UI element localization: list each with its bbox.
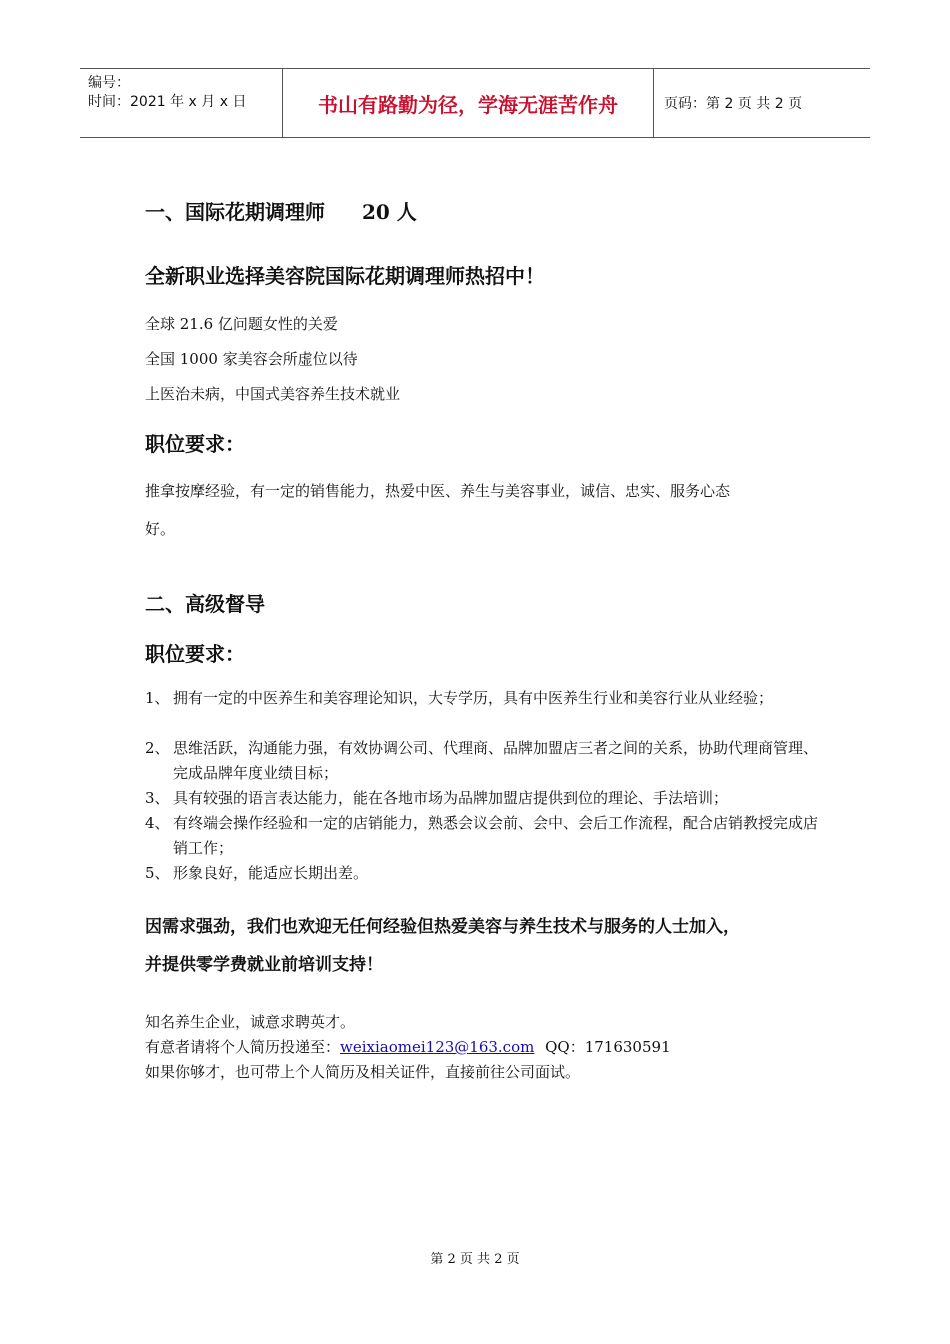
- section1-title: [145, 196, 417, 225]
- notice-line-1: 因需求强劲，我们也欢迎无任何经验但热爱美容与养生技术与服务的人士加入，: [145, 917, 740, 937]
- contact-line-2: [145, 1036, 671, 1057]
- section1-line-1: 全球 21.6 亿问题女性的关爱: [145, 315, 338, 333]
- list-item-number: 1、: [145, 689, 170, 707]
- header-motto: 书山有路勤为径，学海无涯苦作舟: [283, 69, 654, 137]
- qq-number: QQ：171630591: [545, 1038, 671, 1056]
- list-item-text: 形象良好，能适应长期出差。: [173, 864, 369, 882]
- section1-line-2: 全国 1000 家美容会所虚位以待: [145, 350, 358, 368]
- list-item: [145, 686, 825, 711]
- contact-line-1: 知名养生企业，诚意求聘英才。: [145, 1013, 356, 1031]
- list-item-text: 具有较强的语言表达能力，能在各地市场为品牌加盟店提供到位的理论、手法培训；: [173, 789, 729, 807]
- list-item-number: 4、: [145, 814, 170, 832]
- document-header: [80, 68, 870, 138]
- section2-req-heading: 职位要求：: [145, 642, 245, 666]
- section1-tagline: 全新职业选择美容院国际花期调理师热招中！: [145, 264, 545, 288]
- notice-line-2: 并提供零学费就业前培训支持！: [145, 955, 383, 975]
- section1-count: 20 人: [361, 200, 417, 224]
- section1-req-heading: 职位要求：: [145, 432, 245, 456]
- time-label: 时间：2021 年 x 月 x 日: [88, 94, 247, 110]
- list-item: [145, 786, 825, 811]
- list-item-number: 5、: [145, 864, 170, 882]
- list-item-text: 思维活跃，沟通能力强，有效协调公司、代理商、品牌加盟店三者之间的关系，协助代理商管理、完成品牌年度业绩目标；: [173, 739, 819, 782]
- header-page-label: 页码：第 2 页 共 2 页: [664, 96, 803, 112]
- section1-req-line-1: 推拿按摩经验，有一定的销售能力，热爱中医、养生与美容事业，诚信、忠实、服务心态: [145, 482, 731, 500]
- header-meta-cell: [80, 69, 283, 137]
- contact-prefix: 有意者请将个人简历投递至：: [145, 1038, 341, 1056]
- section2-title: 二、高级督导: [145, 592, 265, 616]
- list-item: [145, 811, 825, 861]
- page-footer: 第 2 页 共 2 页: [430, 1252, 520, 1267]
- list-item: [145, 861, 825, 886]
- section1-title-text: 一、国际花期调理师: [145, 200, 325, 224]
- list-item-number: 2、: [145, 739, 170, 757]
- list-item: [145, 736, 825, 786]
- list-item-text: 拥有一定的中医养生和美容理论知识，大专学历，具有中医养生行业和美容行业从业经验；: [173, 689, 774, 707]
- serial-label: 编号：: [88, 75, 130, 91]
- contact-line-3: 如果你够才，也可带上个人简历及相关证件，直接前往公司面试。: [145, 1063, 581, 1081]
- list-item-number: 3、: [145, 789, 170, 807]
- list-item-text: 有终端会操作经验和一定的店销能力，熟悉会议会前、会中、会后工作流程，配合店销教授完成店销工作；: [173, 814, 819, 857]
- email-link[interactable]: weixiaomei123@163.com: [340, 1038, 535, 1056]
- section1-req-line-2: 好。: [145, 520, 176, 538]
- section1-line-3: 上医治未病，中国式美容养生技术就业: [145, 385, 401, 403]
